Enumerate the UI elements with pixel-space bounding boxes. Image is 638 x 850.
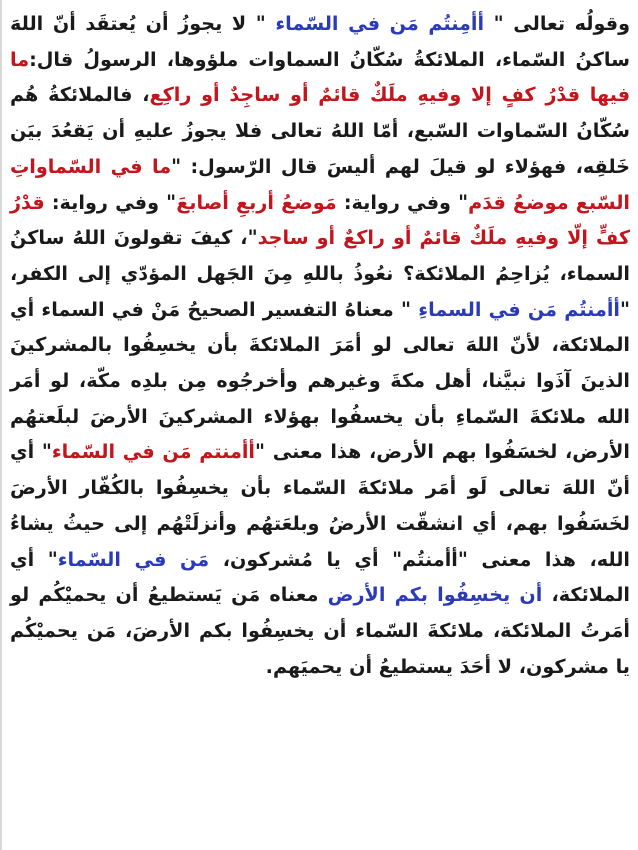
text-segment: ، فالملائكةُ هُم سُكّانُ السّماوات السّبع، أمّا اللهُ تعالى فلا يجوزُ عليهِ أن يَقعُدَ بيَن خَلقِه، فهؤلاء لو قيلَ لهم أليسَ قال الرّسول: " <box>10 83 630 178</box>
text-segment: " لا يجوزُ أن يُعتقَد أنّ اللهَ ساكنُ السّماء، الملائكةُ سُكّانُ السماوات ملؤوها، الرسولُ قال: <box>10 12 630 71</box>
left-margin-rule <box>0 0 2 850</box>
text-segment: وقولُه تعالى " <box>484 12 631 35</box>
text-segment: " وفي رواية: <box>336 190 469 214</box>
text-segment: " أي أنّ اللهَ تعالى لَو أمَر ملائكةَ السّماء بأن يخسِفُوا بالكُفّار الأرضَ لخَسَفُوا بهم، أي انشقّت الأرضُ وبلعَتهُم وأنزلَتْهُم إلى حيثُ يشاءُ الله، هذا معنى "أأمنتُم" أي يا مُشركون، <box>10 440 630 571</box>
text-segment: " أي الملائكة، <box>10 547 630 607</box>
hadith-quote: ما في السّماواتِ السّبع موضعُ قدَم <box>10 154 630 214</box>
quran-verse-quote: أأمنتُم مَن في السماءِ <box>418 297 621 321</box>
text-segment: " معناهُ التفسير الصحيحُ مَنْ في السماء أي الملائكة، لأنّ اللهَ تعالى لو أمَرَ الملائكةَ بأن يخسِفُوا بالمشركينَ الذينَ آذَوا نبيَّنا، أهل مكةَ وغيرهم وأخرجُوه مِن بلدِه مكّة، لو أمَر الله ملائكةَ السّماءِ بأن يخسفُوا بهؤلاء المشركينَ الأرضَ لبلَعتهُم الأرض، لخسَفُوا بهم الأرض، هذا معنى " <box>10 297 630 464</box>
quran-verse-quote-red: أأمنتم مَن في السّماء <box>51 440 255 464</box>
quran-verse-quote: أن يخسِفُوا بكم الأرض <box>327 583 543 607</box>
quran-verse-quote: مَن في السّماء <box>57 547 210 571</box>
text-segment: "، كيفَ تقولونَ اللهُ ساكنُ السماء، يُزاحِمُ الملائكة؟ نعُوذُ باللهِ مِنَ الجَهل المؤدّي إلى الكفر، " <box>10 226 631 321</box>
hadith-quote: مَوضعُ أربعِ أصابعَ <box>176 190 337 214</box>
text-segment: " وفي رواية: <box>44 190 177 214</box>
text-segment: معناه مَن يَستطيعُ أن يحميْكُم لو أمَرتُ الملائكة، ملائكةَ السّماء أن يخسِفُوا بكم الأرضَ، مَن يحميْكُم يا مشركون، لا أحَدَ يستطيعُ أن يحميَهم. <box>10 583 630 678</box>
hadith-quote: ما فيها قدْرُ كفٍ إلا وفيهِ ملَكٌ قائمٌ أو ساجِدٌ أو راكِع <box>10 47 631 107</box>
hadith-quote: قدْرُ كفٍّ إلّا وفيهِ ملَكٌ قائمٌ أو راكعٌ أو ساجد <box>10 190 630 250</box>
tafsir-paragraph <box>10 6 630 684</box>
quran-verse-quote: أأمِنتُم مَن في السّماء <box>275 12 485 35</box>
